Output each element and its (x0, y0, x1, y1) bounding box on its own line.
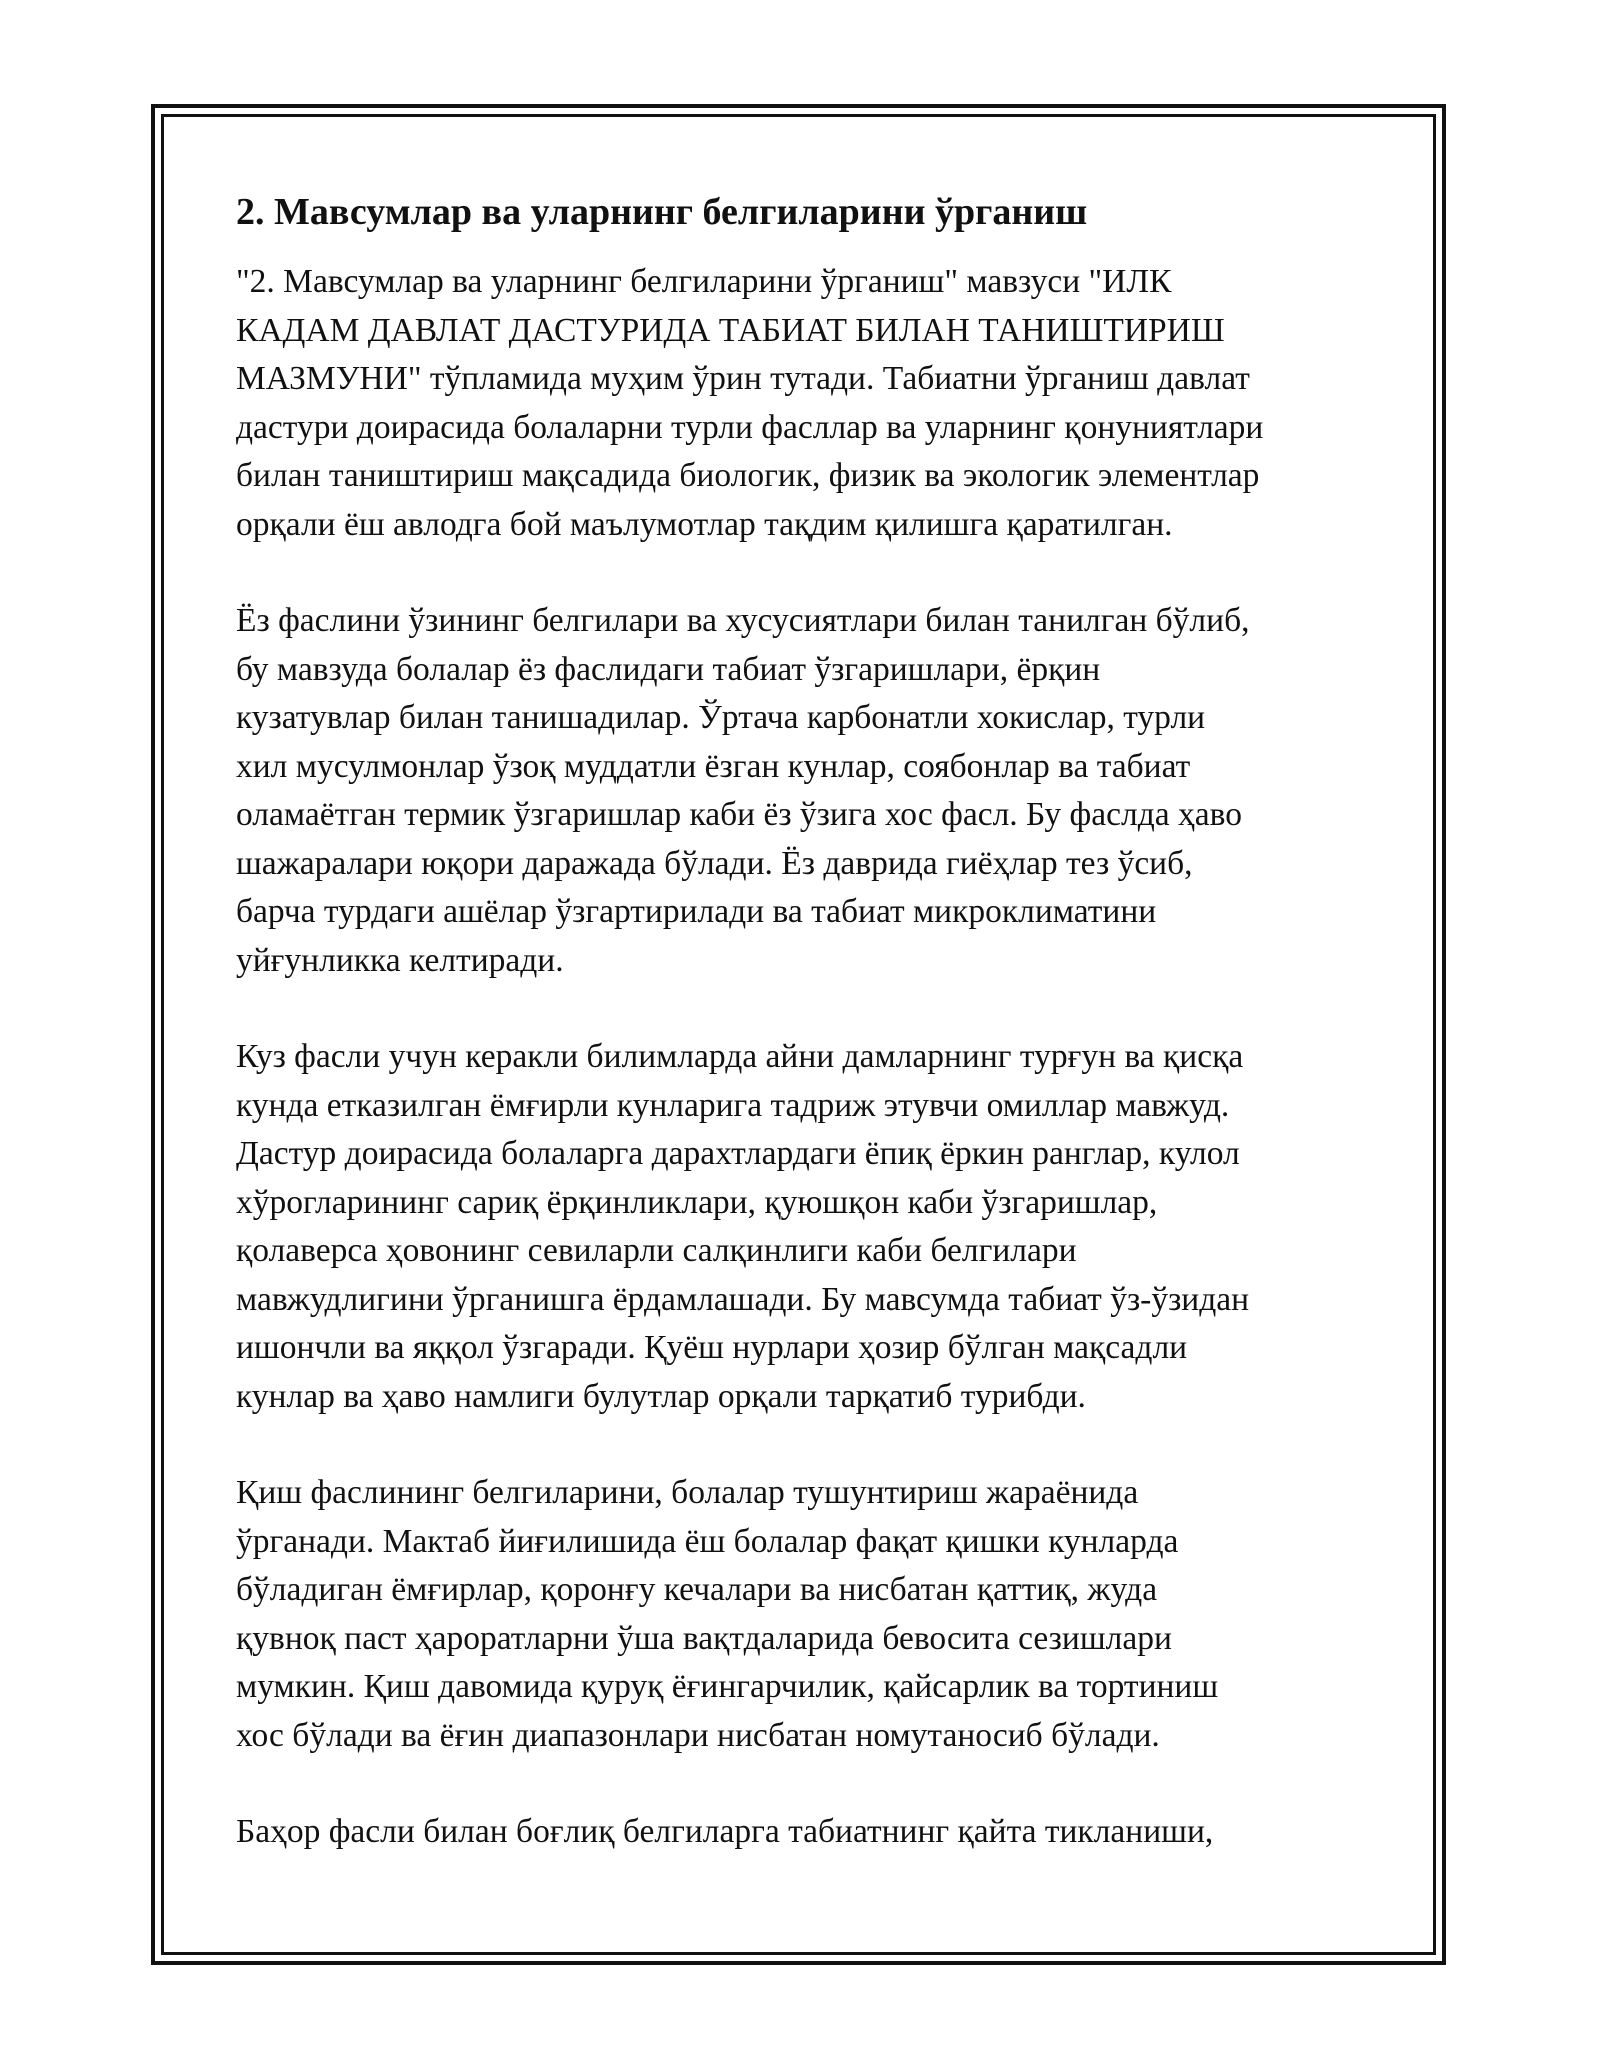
text-line: қолаверса ҳовонинг севиларли салқинлиги каби белгилари (236, 1232, 1077, 1269)
paragraph (236, 1033, 1386, 1421)
text-line: мумкин. Қиш давомида қуруқ ёғингарчилик, қайсарлик ва тортиниш (236, 1668, 1219, 1705)
text-line: хўрогларининг сариқ ёрқинликлари, қуюшқон каби ўзгаришлар, (236, 1183, 1158, 1221)
text-line: кузатувлар билан танишадилар. Ўртача карбонатли хокислар, турли (236, 699, 1206, 736)
text-line: кунлар ва ҳаво намлиги булутлар орқали тарқатиб турибди. (236, 1377, 1086, 1415)
text-line: КАДАМ ДАВЛАТ ДАСТУРИДА ТАБИАТ БИЛАН ТАНИШТИРИШ (236, 311, 1225, 349)
text-line: шажаралари юқори даражада бўлади. Ёз даврида гиёҳлар тез ўсиб, (236, 844, 1193, 882)
text-line: бўладиган ёмғирлар, қоронғу кечалари ва нисбатан қаттиқ, жуда (236, 1571, 1158, 1608)
text-line: Баҳор фасли билан боғлиқ белгиларга табиатнинг қайта тикланиши, (236, 1813, 1214, 1850)
text-line: дастури доирасида болаларни турли фасллар ва уларнинг қонуниятлари (236, 408, 1264, 446)
text-line: оламаётган термик ўзгаришлар каби ёз ўзига хос фасл. Бу фаслда ҳаво (236, 796, 1242, 833)
text-line: барча турдаги ашёлар ўзгартирилади ва табиат микроклиматини (236, 893, 1157, 930)
paragraph (236, 597, 1386, 985)
text-line: кунда етказилган ёмғирли кунларига тадриж этувчи омиллар мавжуд. (236, 1086, 1230, 1124)
text-line: Дастур доирасида болаларга дарахтлардаги ёпиқ ёркин ранглар, кулол (236, 1135, 1240, 1172)
text-line: Ёз фаслини ўзининг белгилари ва хусусиятлари билан танилган бўлиб, (236, 602, 1250, 639)
text-line: орқали ёш авлодга бой маълумотлар тақдим қилишга қаратилган. (236, 505, 1173, 543)
paragraph (236, 1469, 1386, 1760)
text-line: ўрганади. Мактаб йиғилишида ёш болалар фақат қишки кунларда (236, 1522, 1179, 1560)
paragraph-list (236, 258, 1386, 1857)
text-line: МАЗМУНИ" тўпламида муҳим ўрин тутади. Табиатни ўрганиш давлат (236, 360, 1250, 397)
section-heading: 2. Мавсумлар ва уларнинг белгиларини ўрганиш (236, 191, 1088, 233)
text-line: Қиш фаслининг белгиларини, болалар тушунтириш жараёнида (236, 1474, 1139, 1511)
document-body (236, 188, 1386, 1905)
text-line: Куз фасли учун керакли билимларда айни дамларнинг турғун ва қисқа (236, 1038, 1244, 1075)
text-line: ишончли ва яққол ўзгаради. Қуёш нурлари ҳозир бўлган мақсадли (236, 1329, 1188, 1366)
text-line: қувноқ паст ҳароратларни ўша вақтдаларида бевосита сезишлари (236, 1619, 1172, 1657)
text-line: "2. Мавсумлар ва уларнинг белгиларини ўрганиш" мавзуси "ИЛК (236, 263, 1172, 300)
text-line: мавжудлигини ўрганишга ёрдамлашади. Бу мавсумда табиат ўз-ўзидан (236, 1280, 1250, 1318)
paragraph (236, 258, 1386, 549)
text-line: хос бўлади ва ёғин диапазонлари нисбатан номутаносиб бўлади. (236, 1716, 1160, 1754)
text-line: билан таништириш мақсадида биологик, физик ва экологик элементлар (236, 457, 1260, 494)
paragraph (236, 1808, 1386, 1857)
text-line: хил мусулмонлар ўзоқ муддатли ёзган кунлар, соябонлар ва табиат (236, 747, 1191, 785)
text-line: уйғунликка келтиради. (236, 941, 564, 979)
text-line: бу мавзуда болалар ёз фаслидаги табиат ўзгаришлари, ёрқин (236, 650, 1101, 688)
